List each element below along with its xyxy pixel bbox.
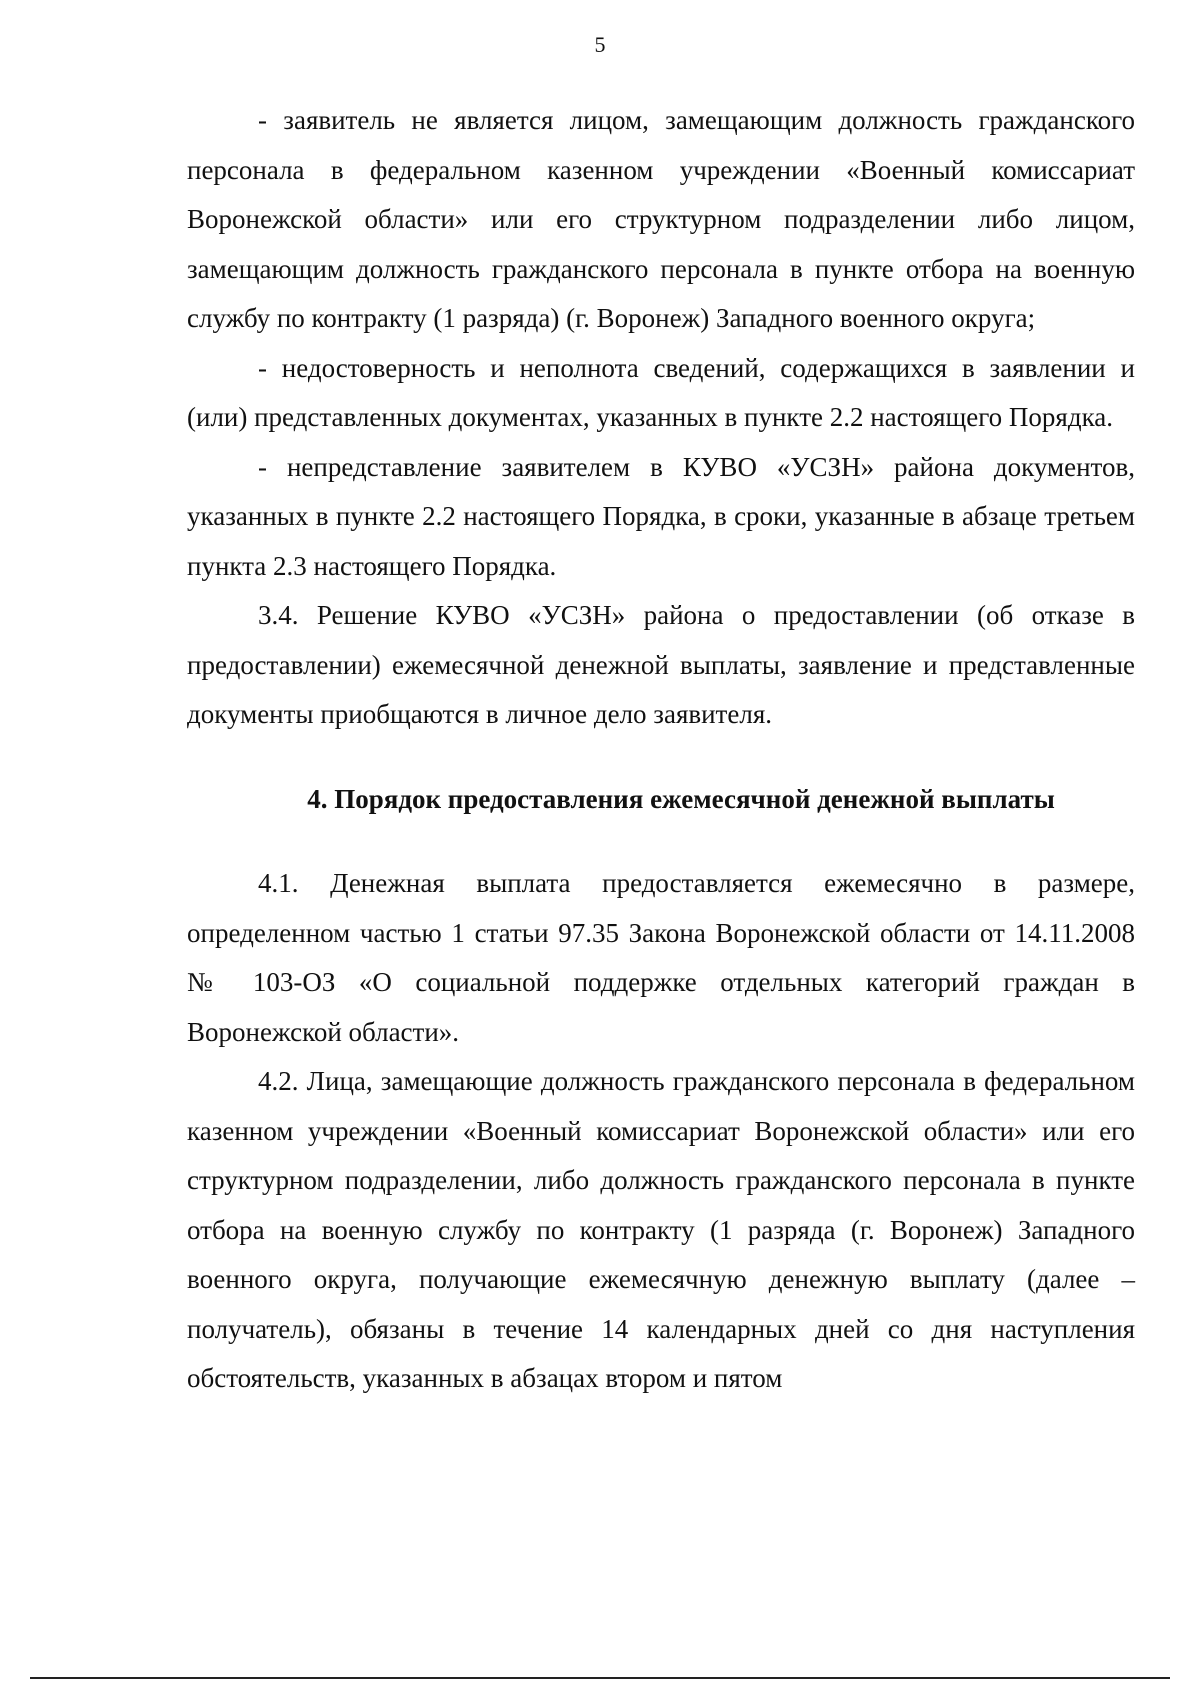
paragraph-documents-not-submitted: - непредставление заявителем в КУВО «УСЗН» района документов, указанных в пункте 2.2 настоящего Порядка, в сроки, указанные в абзаце третьем пункта 2.3 настоящего Порядка. — [187, 451, 1135, 581]
section-4-heading: 4. Порядок предоставления ежемесячной денежной выплаты — [307, 783, 1055, 814]
paragraph-applicant-not-civilian: - заявитель не является лицом, замещающим должность гражданского персонала в федеральном казенном учреждении «Военный комиссариат Воронежской области» или его структурном подразделении либо лицом, замещающим должность гражданского персонала в пункте отбора на военную службу по контракту (1 разряда) (г. Воронеж) Западного военного округа; — [187, 105, 1135, 333]
paragraph-unreliable-info: - недостоверность и неполнота сведений, содержащихся в заявлении и (или) представленных документах, указанных в пункте 2.2 настоящего Порядка. — [187, 352, 1135, 432]
bottom-scan-edge-line — [30, 1677, 1170, 1679]
page-number: 5 — [594, 32, 606, 57]
paragraph-4-1: 4.1. Денежная выплата предоставляется ежемесячно в размере, определенном частью 1 статьи 97.35 Закона Воронежской области от 14.11.2008 № 103-ОЗ «О социальной поддержке отдельных категорий граждан в Воронежской области». — [187, 868, 1135, 1047]
page-body — [187, 96, 1135, 1404]
paragraph-4-2: 4.2. Лица, замещающие должность гражданского персонала в федеральном казенном учреждении «Военный комиссариат Воронежской области» или его структурном подразделении, либо должность гражданского персонала в пункте отбора на военную службу по контракту (1 разряда (г. Воронеж) Западного военного округа, получающие ежемесячную денежную выплату (далее – получатель), обязаны в течение 14 календарных дней со дня наступления обстоятельств, указанных в абзацах втором и пятом — [187, 1066, 1135, 1393]
paragraph-3-4-decision: 3.4. Решение КУВО «УСЗН» района о предоставлении (об отказе в предоставлении) ежемесячной денежной выплаты, заявление и представленные документы приобщаются в личное дело заявителя. — [187, 600, 1135, 729]
